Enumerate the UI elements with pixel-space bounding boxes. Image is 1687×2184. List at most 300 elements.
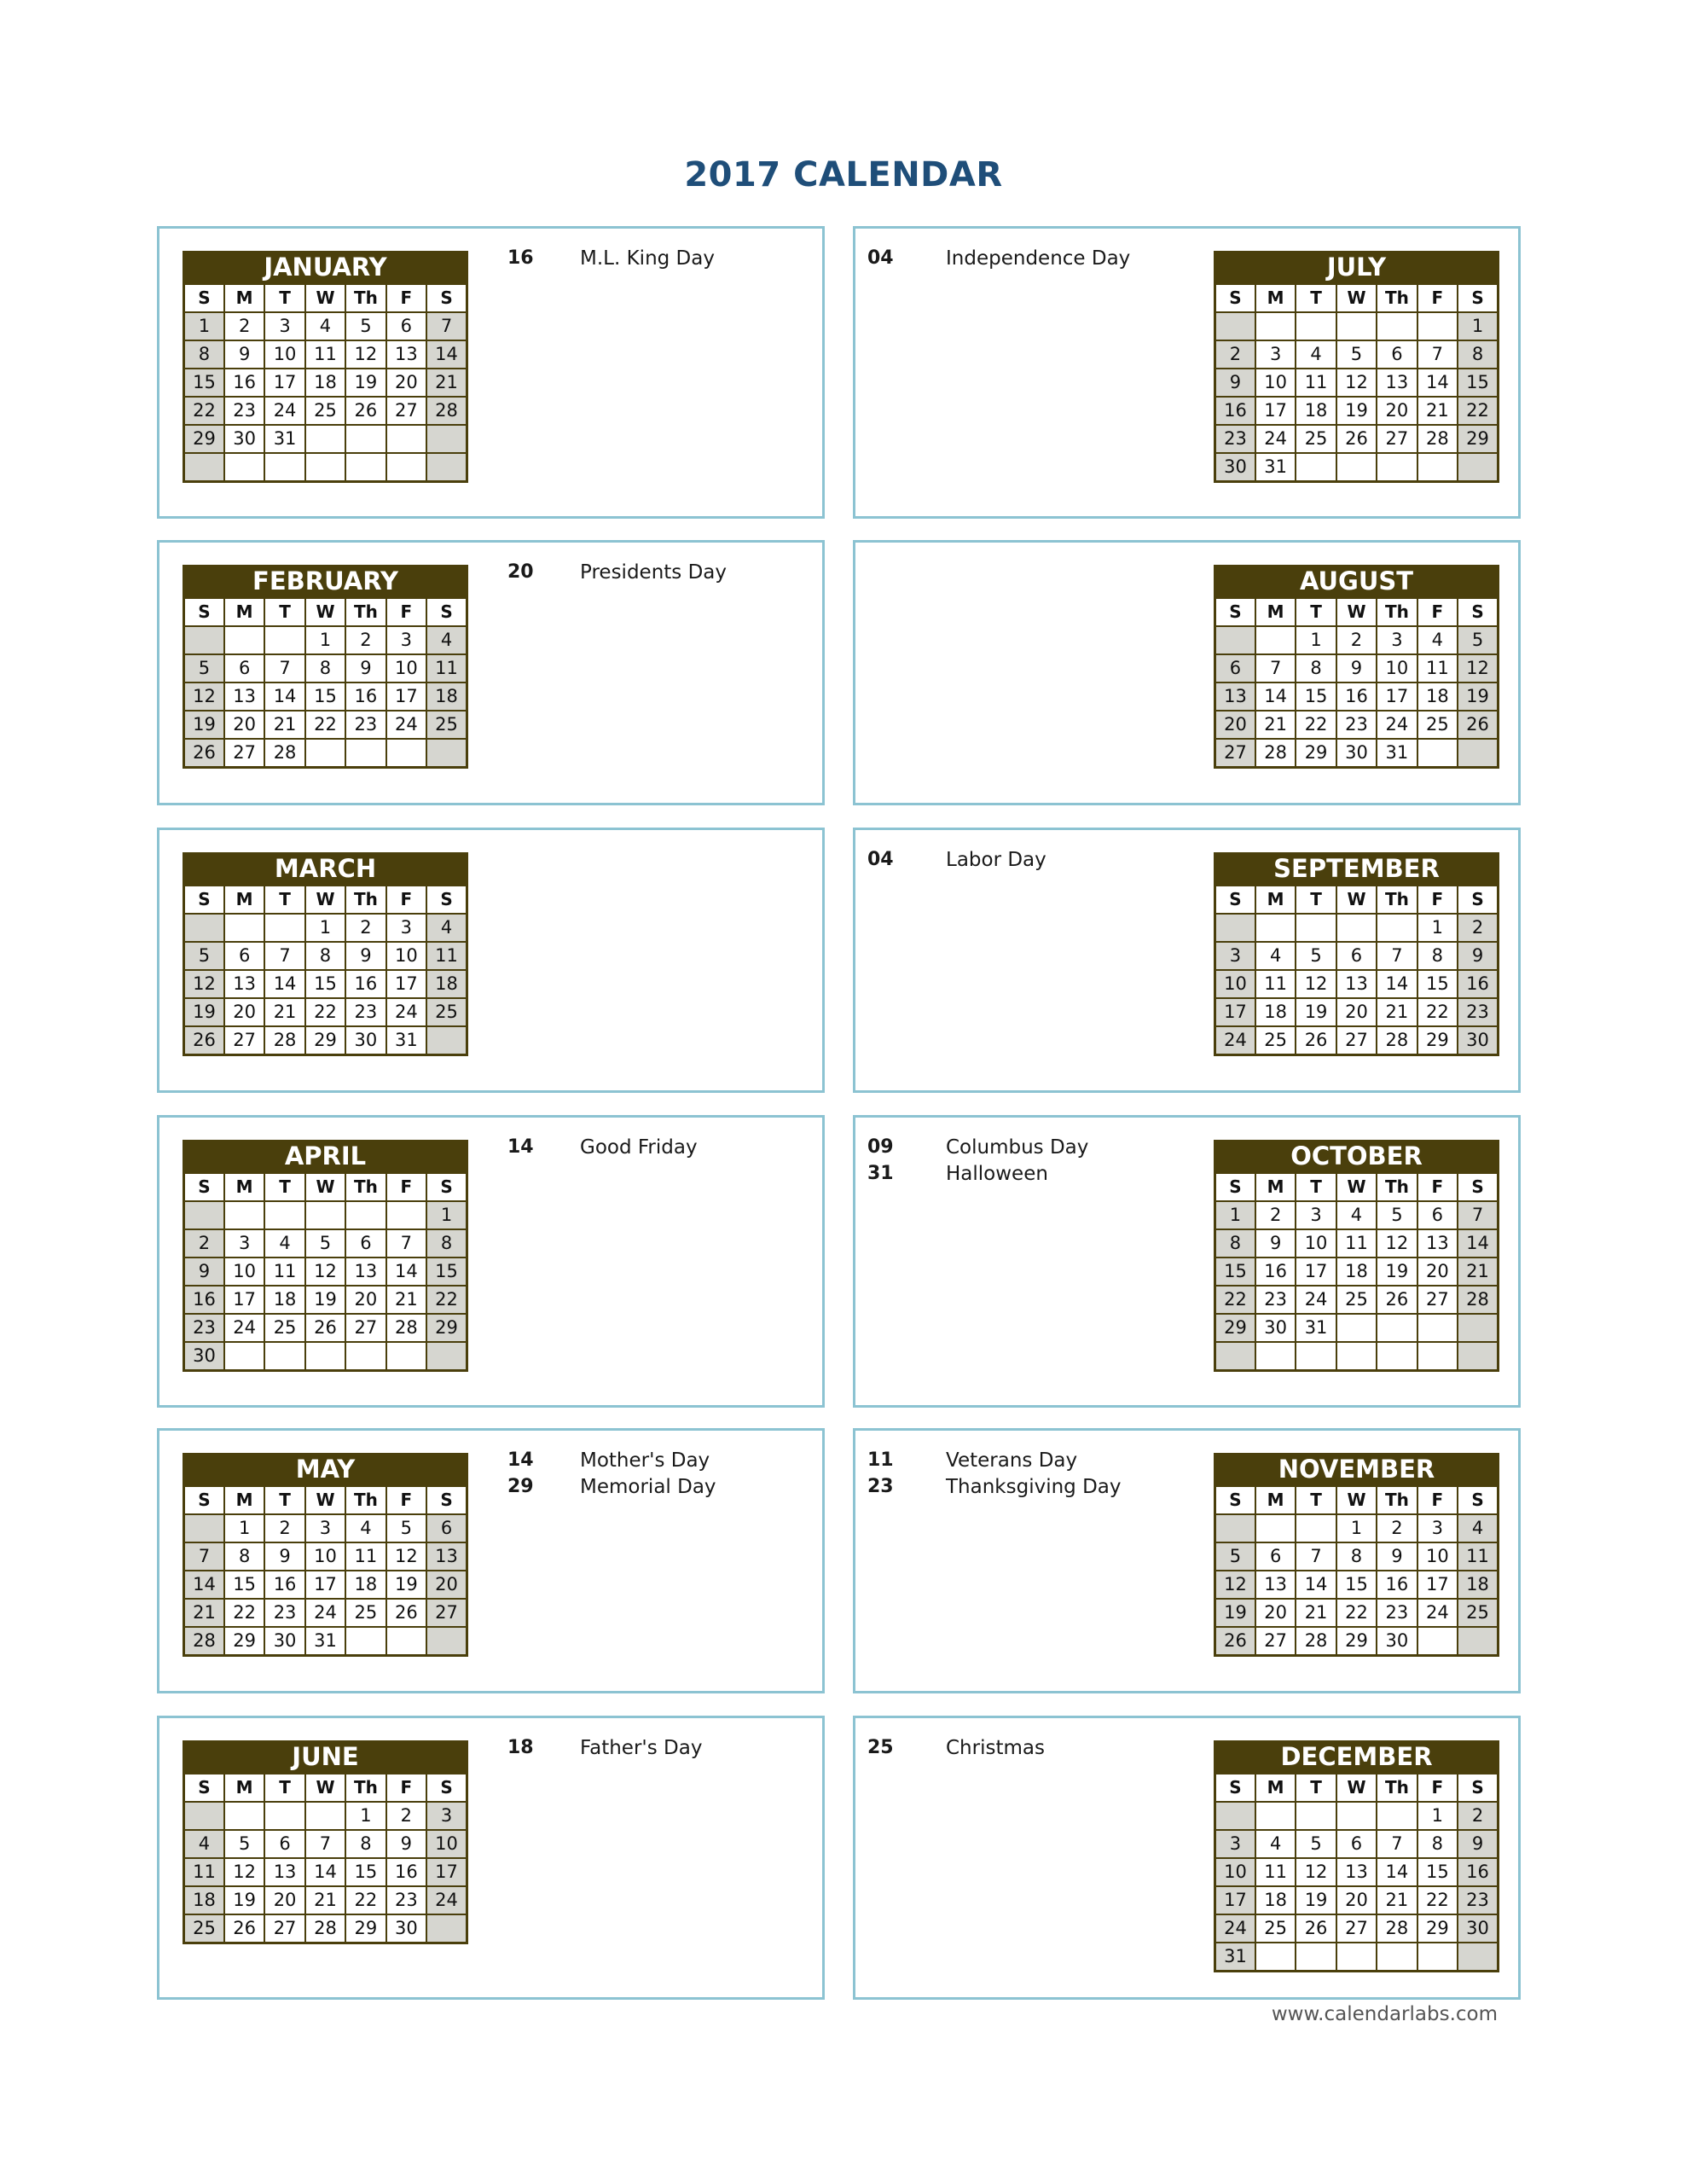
weekday-label: F xyxy=(1417,284,1458,312)
day-cell: 6 xyxy=(1336,942,1377,970)
day-cell: 24 xyxy=(224,1314,264,1342)
month-table xyxy=(1214,283,1499,483)
day-cell: 13 xyxy=(1215,682,1255,711)
footer-url[interactable]: www.calendarlabs.com xyxy=(1271,2003,1498,2025)
weekday-label: W xyxy=(1336,1173,1377,1201)
day-cell: 31 xyxy=(264,425,304,453)
holiday-list xyxy=(507,1737,806,1763)
mini-calendar xyxy=(1214,852,1499,1056)
weekday-label: W xyxy=(305,1774,345,1802)
day-cell: 23 xyxy=(264,1599,304,1627)
day-cell: 18 xyxy=(345,1571,386,1599)
weekday-label: S xyxy=(1215,284,1255,312)
day-cell: 10 xyxy=(1215,1858,1255,1886)
day-cell xyxy=(184,914,224,942)
day-cell xyxy=(426,1026,467,1055)
day-cell: 10 xyxy=(426,1830,467,1858)
day-cell: 4 xyxy=(1458,1514,1498,1542)
day-cell: 28 xyxy=(1296,1627,1336,1656)
day-cell: 14 xyxy=(1417,369,1458,397)
day-cell: 5 xyxy=(386,1514,426,1542)
day-cell: 7 xyxy=(264,942,304,970)
weekday-label: T xyxy=(264,284,304,312)
month-name: APRIL xyxy=(183,1140,468,1172)
day-cell xyxy=(1336,1342,1377,1371)
day-cell: 13 xyxy=(426,1542,467,1571)
day-cell: 6 xyxy=(426,1514,467,1542)
day-cell xyxy=(1336,312,1377,340)
day-cell: 18 xyxy=(305,369,345,397)
day-cell xyxy=(426,425,467,453)
weekday-label: F xyxy=(386,1486,426,1514)
weekday-label: M xyxy=(224,1486,264,1514)
day-cell: 31 xyxy=(1377,739,1417,768)
day-cell: 18 xyxy=(1255,998,1296,1026)
day-cell: 23 xyxy=(184,1314,224,1342)
holiday-name: Christmas xyxy=(946,1737,1045,1759)
day-cell: 25 xyxy=(1296,425,1336,453)
week-row xyxy=(184,914,467,942)
weekday-label: Th xyxy=(1377,598,1417,626)
week-row xyxy=(1215,340,1499,369)
week-row xyxy=(1215,453,1499,482)
day-cell: 31 xyxy=(305,1627,345,1656)
holiday-item xyxy=(507,1476,806,1502)
mini-calendar xyxy=(1214,1453,1499,1657)
holiday-list xyxy=(867,247,1191,274)
day-cell xyxy=(1255,914,1296,942)
day-cell: 22 xyxy=(305,998,345,1026)
day-cell: 17 xyxy=(305,1571,345,1599)
weekday-header-row xyxy=(184,886,467,914)
week-row xyxy=(1215,626,1499,654)
week-row xyxy=(1215,998,1499,1026)
month-table xyxy=(183,885,468,1056)
day-cell: 27 xyxy=(264,1914,304,1943)
day-cell xyxy=(345,739,386,768)
month-name: NOVEMBER xyxy=(1214,1453,1499,1485)
day-cell: 8 xyxy=(1417,942,1458,970)
day-cell: 21 xyxy=(184,1599,224,1627)
week-row xyxy=(1215,682,1499,711)
weekday-label: S xyxy=(184,1173,224,1201)
weekday-label: Th xyxy=(345,886,386,914)
day-cell xyxy=(426,739,467,768)
day-cell xyxy=(1296,1342,1336,1371)
holiday-name: Labor Day xyxy=(946,849,1046,871)
day-cell: 10 xyxy=(1377,654,1417,682)
day-cell: 12 xyxy=(1296,970,1336,998)
day-cell: 11 xyxy=(426,654,467,682)
day-cell: 29 xyxy=(1417,1026,1458,1055)
day-cell: 11 xyxy=(1336,1229,1377,1258)
day-cell: 3 xyxy=(386,626,426,654)
day-cell: 2 xyxy=(345,914,386,942)
day-cell: 29 xyxy=(305,1026,345,1055)
week-row xyxy=(1215,1943,1499,1972)
week-row xyxy=(1215,1802,1499,1830)
day-cell: 23 xyxy=(386,1886,426,1914)
month-name: FEBRUARY xyxy=(183,565,468,597)
day-cell: 16 xyxy=(184,1286,224,1314)
day-cell: 1 xyxy=(345,1802,386,1830)
day-cell: 27 xyxy=(1417,1286,1458,1314)
week-row xyxy=(1215,1026,1499,1055)
day-cell: 8 xyxy=(1215,1229,1255,1258)
mini-calendar xyxy=(1214,1140,1499,1372)
day-cell: 21 xyxy=(1296,1599,1336,1627)
day-cell xyxy=(1458,453,1498,482)
day-cell xyxy=(345,1342,386,1371)
day-cell: 2 xyxy=(1458,914,1498,942)
week-row xyxy=(184,1830,467,1858)
day-cell: 23 xyxy=(345,711,386,739)
weekday-label: M xyxy=(1255,1486,1296,1514)
day-cell: 4 xyxy=(305,312,345,340)
holiday-item xyxy=(507,1737,806,1763)
week-row xyxy=(184,1599,467,1627)
day-cell: 15 xyxy=(1458,369,1498,397)
month-name: DECEMBER xyxy=(1214,1740,1499,1773)
day-cell: 3 xyxy=(224,1229,264,1258)
day-cell: 26 xyxy=(224,1914,264,1943)
day-cell: 9 xyxy=(386,1830,426,1858)
weekday-label: F xyxy=(1417,598,1458,626)
day-cell: 24 xyxy=(305,1599,345,1627)
weekday-label: W xyxy=(1336,1486,1377,1514)
weekday-label: S xyxy=(184,598,224,626)
day-cell: 25 xyxy=(305,397,345,425)
day-cell xyxy=(305,425,345,453)
month-panel-january xyxy=(157,226,825,519)
weekday-label: M xyxy=(224,1173,264,1201)
day-cell: 15 xyxy=(1336,1571,1377,1599)
day-cell: 1 xyxy=(426,1201,467,1229)
day-cell xyxy=(1417,1314,1458,1342)
day-cell: 13 xyxy=(224,970,264,998)
day-cell: 18 xyxy=(1296,397,1336,425)
month-panel-june xyxy=(157,1716,825,2000)
day-cell: 26 xyxy=(184,739,224,768)
week-row xyxy=(184,1627,467,1656)
day-cell: 28 xyxy=(1377,1026,1417,1055)
day-cell: 17 xyxy=(386,682,426,711)
day-cell: 3 xyxy=(1377,626,1417,654)
day-cell xyxy=(426,453,467,482)
day-cell: 16 xyxy=(1458,1858,1498,1886)
day-cell: 30 xyxy=(1458,1914,1498,1943)
day-cell xyxy=(1296,312,1336,340)
day-cell: 8 xyxy=(426,1229,467,1258)
weekday-label: M xyxy=(1255,1774,1296,1802)
day-cell: 20 xyxy=(1336,1886,1377,1914)
week-row xyxy=(184,340,467,369)
day-cell: 31 xyxy=(1296,1314,1336,1342)
day-cell: 21 xyxy=(426,369,467,397)
holiday-item xyxy=(507,1136,806,1163)
day-cell: 1 xyxy=(1417,914,1458,942)
weekday-label: W xyxy=(1336,284,1377,312)
day-cell: 16 xyxy=(345,970,386,998)
weekday-label: M xyxy=(224,598,264,626)
day-cell: 14 xyxy=(264,970,304,998)
day-cell: 22 xyxy=(426,1286,467,1314)
day-cell: 15 xyxy=(345,1858,386,1886)
week-row xyxy=(1215,1627,1499,1656)
month-name: MARCH xyxy=(183,852,468,885)
mini-calendar xyxy=(1214,251,1499,483)
day-cell: 1 xyxy=(224,1514,264,1542)
holiday-item xyxy=(867,849,1191,875)
weekday-label: F xyxy=(386,886,426,914)
day-cell: 16 xyxy=(1215,397,1255,425)
day-cell: 16 xyxy=(345,682,386,711)
day-cell: 9 xyxy=(1215,369,1255,397)
holiday-item xyxy=(867,1476,1191,1502)
day-cell: 17 xyxy=(264,369,304,397)
weekday-label: T xyxy=(1296,598,1336,626)
holiday-date: 23 xyxy=(867,1476,894,1497)
day-cell: 4 xyxy=(1255,942,1296,970)
day-cell: 16 xyxy=(264,1571,304,1599)
day-cell: 20 xyxy=(1255,1599,1296,1627)
day-cell: 26 xyxy=(1336,425,1377,453)
day-cell xyxy=(1377,914,1417,942)
week-row xyxy=(184,1802,467,1830)
day-cell xyxy=(224,1201,264,1229)
day-cell: 18 xyxy=(426,682,467,711)
holiday-list xyxy=(867,1136,1191,1189)
day-cell: 17 xyxy=(386,970,426,998)
day-cell: 2 xyxy=(224,312,264,340)
day-cell: 3 xyxy=(305,1514,345,1542)
day-cell: 20 xyxy=(345,1286,386,1314)
day-cell xyxy=(305,1802,345,1830)
holiday-item xyxy=(867,1737,1191,1763)
month-name: JANUARY xyxy=(183,251,468,283)
weekday-label: S xyxy=(1215,1486,1255,1514)
day-cell xyxy=(1296,1514,1336,1542)
day-cell: 29 xyxy=(1417,1914,1458,1943)
day-cell: 20 xyxy=(1377,397,1417,425)
day-cell xyxy=(1255,626,1296,654)
day-cell: 27 xyxy=(1255,1627,1296,1656)
day-cell xyxy=(305,739,345,768)
day-cell: 28 xyxy=(184,1627,224,1656)
day-cell: 13 xyxy=(345,1258,386,1286)
day-cell: 1 xyxy=(184,312,224,340)
day-cell: 21 xyxy=(386,1286,426,1314)
day-cell: 7 xyxy=(184,1542,224,1571)
week-row xyxy=(1215,739,1499,768)
week-row xyxy=(1215,1314,1499,1342)
day-cell: 26 xyxy=(1296,1914,1336,1943)
day-cell xyxy=(264,453,304,482)
day-cell: 19 xyxy=(345,369,386,397)
day-cell: 8 xyxy=(305,942,345,970)
day-cell: 29 xyxy=(345,1914,386,1943)
day-cell: 19 xyxy=(184,711,224,739)
day-cell: 1 xyxy=(1417,1802,1458,1830)
day-cell: 22 xyxy=(1296,711,1336,739)
day-cell xyxy=(264,1802,304,1830)
day-cell: 19 xyxy=(305,1286,345,1314)
day-cell: 15 xyxy=(1296,682,1336,711)
day-cell xyxy=(426,1627,467,1656)
day-cell: 28 xyxy=(264,739,304,768)
day-cell: 29 xyxy=(426,1314,467,1342)
day-cell: 16 xyxy=(1336,682,1377,711)
day-cell: 3 xyxy=(1255,340,1296,369)
weekday-label: T xyxy=(264,1173,304,1201)
month-panel-november xyxy=(853,1428,1521,1693)
week-row xyxy=(184,1542,467,1571)
day-cell: 1 xyxy=(305,914,345,942)
day-cell: 14 xyxy=(1255,682,1296,711)
day-cell: 8 xyxy=(184,340,224,369)
day-cell: 20 xyxy=(386,369,426,397)
day-cell xyxy=(345,1627,386,1656)
week-row xyxy=(1215,1286,1499,1314)
day-cell: 12 xyxy=(1336,369,1377,397)
day-cell: 20 xyxy=(1215,711,1255,739)
day-cell: 17 xyxy=(1417,1571,1458,1599)
weekday-label: Th xyxy=(345,1173,386,1201)
day-cell: 5 xyxy=(1296,1830,1336,1858)
month-table xyxy=(183,1485,468,1657)
day-cell: 22 xyxy=(1458,397,1498,425)
weekday-label: Th xyxy=(345,284,386,312)
weekday-label: W xyxy=(305,284,345,312)
day-cell: 6 xyxy=(1215,654,1255,682)
day-cell: 21 xyxy=(1377,998,1417,1026)
day-cell: 14 xyxy=(1377,1858,1417,1886)
day-cell: 27 xyxy=(345,1314,386,1342)
day-cell: 19 xyxy=(1215,1599,1255,1627)
day-cell: 23 xyxy=(1458,1886,1498,1914)
day-cell: 26 xyxy=(184,1026,224,1055)
week-row xyxy=(1215,654,1499,682)
day-cell: 12 xyxy=(1458,654,1498,682)
day-cell: 6 xyxy=(1417,1201,1458,1229)
month-table xyxy=(1214,1485,1499,1657)
day-cell: 14 xyxy=(1458,1229,1498,1258)
month-table xyxy=(1214,1172,1499,1372)
day-cell: 17 xyxy=(1255,397,1296,425)
month-panel-august xyxy=(853,540,1521,805)
day-cell xyxy=(1215,914,1255,942)
holiday-date: 09 xyxy=(867,1136,894,1158)
weekday-label: S xyxy=(426,886,467,914)
day-cell: 24 xyxy=(426,1886,467,1914)
day-cell xyxy=(386,1201,426,1229)
weekday-label: F xyxy=(1417,1774,1458,1802)
holiday-item xyxy=(867,1163,1191,1189)
day-cell: 3 xyxy=(1215,942,1255,970)
day-cell: 4 xyxy=(264,1229,304,1258)
day-cell: 30 xyxy=(345,1026,386,1055)
day-cell: 21 xyxy=(264,711,304,739)
day-cell: 21 xyxy=(1377,1886,1417,1914)
day-cell: 19 xyxy=(1336,397,1377,425)
holiday-date: 29 xyxy=(507,1476,534,1497)
day-cell: 25 xyxy=(1417,711,1458,739)
day-cell xyxy=(305,1342,345,1371)
weekday-label: S xyxy=(1215,1774,1255,1802)
holiday-item xyxy=(507,561,806,588)
day-cell: 17 xyxy=(1377,682,1417,711)
weekday-header-row xyxy=(184,1774,467,1802)
month-table xyxy=(183,283,468,483)
day-cell: 29 xyxy=(184,425,224,453)
day-cell: 17 xyxy=(1215,1886,1255,1914)
day-cell: 4 xyxy=(426,914,467,942)
day-cell xyxy=(1255,1802,1296,1830)
day-cell: 12 xyxy=(1215,1571,1255,1599)
weekday-label: T xyxy=(264,1774,304,1802)
day-cell: 2 xyxy=(386,1802,426,1830)
day-cell: 24 xyxy=(1215,1914,1255,1943)
day-cell xyxy=(386,425,426,453)
day-cell: 18 xyxy=(1417,682,1458,711)
week-row xyxy=(184,397,467,425)
day-cell: 21 xyxy=(1458,1258,1498,1286)
day-cell xyxy=(224,626,264,654)
day-cell: 5 xyxy=(184,942,224,970)
day-cell xyxy=(1296,1943,1336,1972)
day-cell xyxy=(345,453,386,482)
holiday-date: 18 xyxy=(507,1737,534,1758)
day-cell: 3 xyxy=(386,914,426,942)
day-cell: 9 xyxy=(345,654,386,682)
day-cell: 13 xyxy=(1336,970,1377,998)
day-cell: 18 xyxy=(426,970,467,998)
weekday-label: M xyxy=(1255,886,1296,914)
day-cell: 7 xyxy=(1296,1542,1336,1571)
week-row xyxy=(184,1886,467,1914)
holiday-list xyxy=(867,1737,1191,1763)
weekday-label: S xyxy=(1458,598,1498,626)
day-cell: 20 xyxy=(264,1886,304,1914)
day-cell: 27 xyxy=(1215,739,1255,768)
day-cell xyxy=(426,1342,467,1371)
day-cell: 6 xyxy=(345,1229,386,1258)
day-cell xyxy=(1377,1314,1417,1342)
day-cell: 11 xyxy=(1255,1858,1296,1886)
weekday-label: S xyxy=(1458,1774,1498,1802)
day-cell: 26 xyxy=(305,1314,345,1342)
holiday-name: Halloween xyxy=(946,1163,1048,1185)
weekday-label: S xyxy=(184,886,224,914)
day-cell: 13 xyxy=(264,1858,304,1886)
day-cell: 24 xyxy=(1417,1599,1458,1627)
day-cell: 11 xyxy=(1417,654,1458,682)
day-cell xyxy=(224,1802,264,1830)
day-cell: 15 xyxy=(1215,1258,1255,1286)
weekday-label: W xyxy=(305,1486,345,1514)
day-cell xyxy=(386,1342,426,1371)
day-cell: 20 xyxy=(224,998,264,1026)
day-cell xyxy=(1336,1314,1377,1342)
day-cell: 30 xyxy=(1336,739,1377,768)
weekday-label: S xyxy=(426,1486,467,1514)
day-cell: 2 xyxy=(264,1514,304,1542)
week-row xyxy=(1215,1886,1499,1914)
day-cell: 25 xyxy=(1458,1599,1498,1627)
mini-calendar xyxy=(183,852,468,1056)
day-cell xyxy=(386,453,426,482)
day-cell: 15 xyxy=(1417,1858,1458,1886)
